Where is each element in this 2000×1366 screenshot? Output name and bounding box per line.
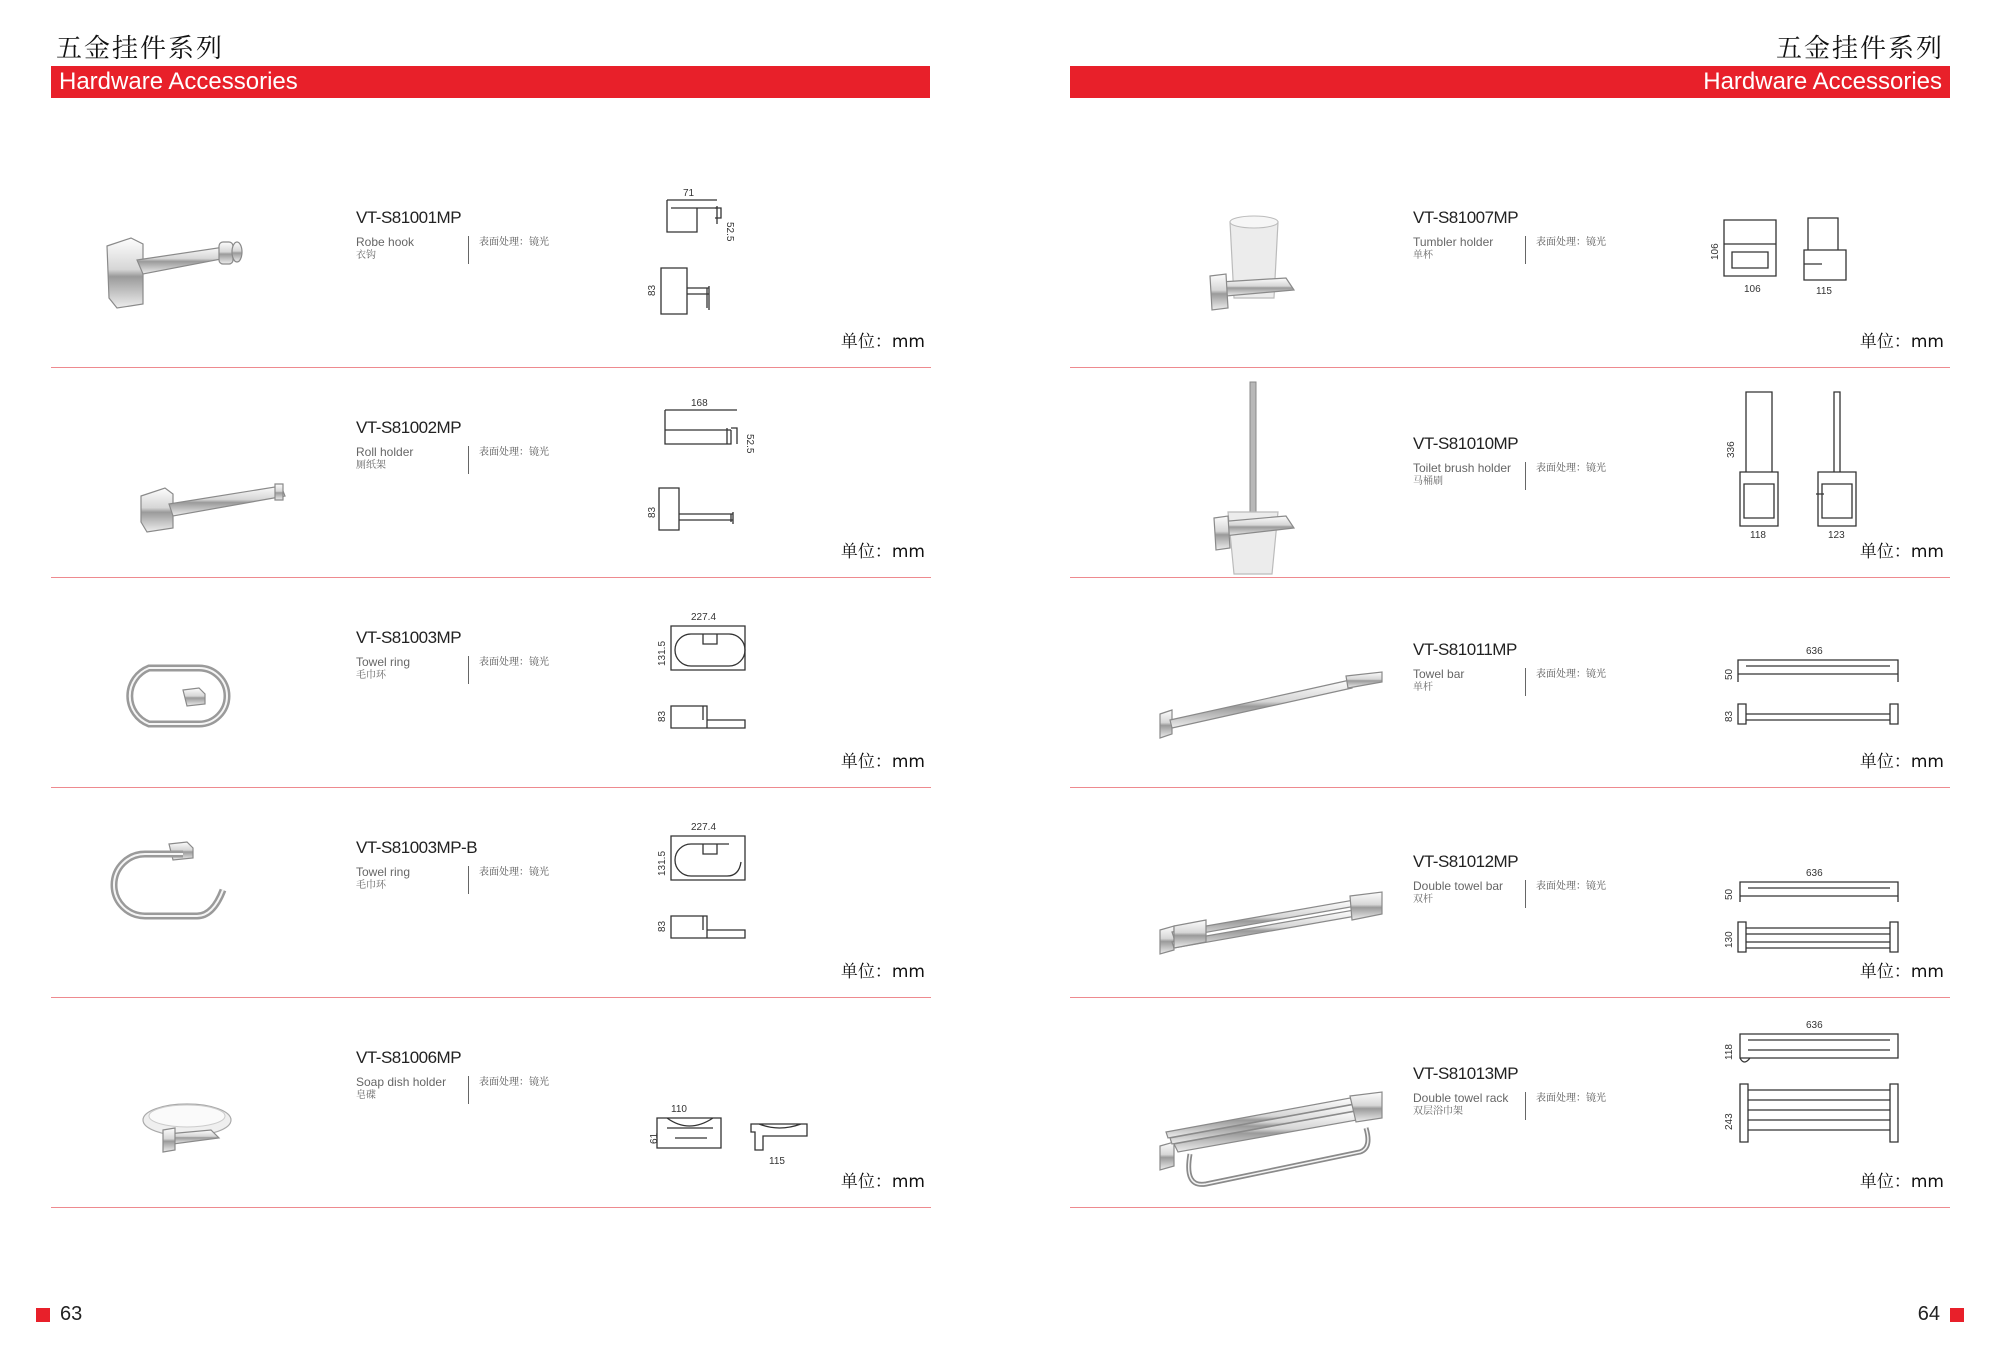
roll-holder-photo bbox=[91, 404, 271, 534]
finish-label: 表面处理：镜光 bbox=[1536, 463, 1606, 474]
dimension-drawing bbox=[651, 604, 851, 764]
toilet-brush-holder-photo bbox=[1110, 388, 1410, 558]
product-description bbox=[356, 656, 549, 684]
dim-width: 636 bbox=[1806, 646, 1823, 657]
dim-width: 636 bbox=[1806, 868, 1823, 879]
finish-label: 表面处理：镜光 bbox=[1536, 237, 1606, 248]
divider bbox=[1525, 236, 1526, 264]
model-number: VT-S81011MP bbox=[1413, 640, 1517, 659]
dim-height: 131.5 bbox=[657, 850, 668, 876]
dim-height: 61 bbox=[649, 1132, 660, 1144]
finish-label: 表面处理：镜光 bbox=[479, 867, 549, 878]
dim-depth: 123 bbox=[1828, 530, 1845, 541]
dim-height: 50 bbox=[1724, 668, 1735, 680]
dim-width: 168 bbox=[691, 398, 708, 409]
dimension-drawing bbox=[1710, 388, 1930, 548]
dimension-drawing bbox=[1710, 184, 1930, 344]
product-description bbox=[1413, 668, 1606, 696]
divider bbox=[1525, 1092, 1526, 1120]
dimension-drawing bbox=[1710, 604, 1930, 764]
product-name-cn: 皂碟 bbox=[356, 1090, 376, 1101]
product-name-en: Double towel bar bbox=[1413, 879, 1504, 893]
product-name-en: Soap dish holder bbox=[356, 1075, 447, 1089]
product-name-en: Toilet brush holder bbox=[1413, 461, 1512, 475]
dim-width: 71 bbox=[683, 188, 695, 199]
red-square-marker bbox=[1950, 1308, 1964, 1322]
page-number-text: 63 bbox=[60, 1303, 83, 1325]
product-name-en: Tumbler holder bbox=[1413, 235, 1494, 249]
dim-depth: 130 bbox=[1724, 931, 1735, 948]
unit-label: 单位：mm bbox=[1859, 542, 1944, 562]
divider bbox=[1525, 668, 1526, 696]
dim-height: 52.5 bbox=[724, 222, 735, 242]
product-row bbox=[1070, 788, 1950, 998]
model-number: VT-S81003MP bbox=[356, 628, 462, 647]
product-description bbox=[356, 236, 549, 264]
product-info bbox=[1413, 852, 1606, 908]
product-info bbox=[1413, 1064, 1606, 1120]
product-name-cn: 毛巾环 bbox=[356, 880, 386, 891]
divider bbox=[1525, 462, 1526, 490]
product-info bbox=[1413, 434, 1606, 490]
section-title-cn: 五金挂件系列 bbox=[1775, 34, 1944, 64]
product-info bbox=[356, 628, 549, 684]
product-info bbox=[356, 418, 549, 474]
unit-label: 单位：mm bbox=[1859, 332, 1944, 352]
product-name-cn: 单杯 bbox=[1413, 250, 1433, 261]
product-row bbox=[1070, 368, 1950, 578]
product-row bbox=[1070, 998, 1950, 1208]
product-name-cn: 单杆 bbox=[1413, 682, 1433, 693]
product-name-en: Double towel rack bbox=[1413, 1091, 1509, 1105]
product-name-en: Robe hook bbox=[356, 235, 415, 249]
dim-height: 106 bbox=[1710, 243, 1721, 260]
finish-label: 表面处理：镜光 bbox=[479, 657, 549, 668]
dim-depth: 83 bbox=[1724, 710, 1735, 722]
dim-height: 52.5 bbox=[744, 434, 755, 454]
product-name-en: Towel ring bbox=[356, 865, 411, 879]
product-name-cn: 双层浴巾架 bbox=[1413, 1106, 1463, 1117]
section-banner: Hardware Accessories bbox=[1070, 66, 1950, 98]
dim-depth: 83 bbox=[657, 920, 668, 932]
dim-width: 636 bbox=[1806, 1020, 1823, 1031]
product-description bbox=[1413, 880, 1606, 908]
unit-label: 单位：mm bbox=[840, 1172, 925, 1192]
model-number: VT-S81007MP bbox=[1413, 208, 1519, 227]
product-row bbox=[51, 368, 931, 578]
product-name-cn: 衣钩 bbox=[356, 250, 376, 261]
product-description bbox=[356, 866, 549, 894]
unit-label: 单位：mm bbox=[840, 542, 925, 562]
red-square-marker bbox=[36, 1308, 50, 1322]
unit-label: 单位：mm bbox=[1859, 752, 1944, 772]
dimension-drawing bbox=[1710, 1014, 1930, 1174]
unit-label: 单位：mm bbox=[1859, 962, 1944, 982]
model-number: VT-S81012MP bbox=[1413, 852, 1519, 871]
page-number bbox=[36, 1303, 82, 1326]
unit-label: 单位：mm bbox=[1859, 1172, 1944, 1192]
product-name-cn: 毛巾环 bbox=[356, 670, 386, 681]
right-page bbox=[1000, 0, 2000, 1366]
product-description bbox=[356, 1076, 549, 1104]
towel-ring-photo bbox=[91, 614, 271, 744]
page-number-text: 64 bbox=[1917, 1303, 1940, 1325]
product-info bbox=[356, 838, 549, 894]
model-number: VT-S81013MP bbox=[1413, 1064, 1519, 1083]
dim-height: 50 bbox=[1724, 888, 1735, 900]
finish-label: 表面处理：镜光 bbox=[479, 1077, 549, 1088]
dim-width: 110 bbox=[671, 1104, 687, 1115]
dim-width: 227.4 bbox=[691, 822, 717, 833]
row-divider bbox=[1070, 1207, 1950, 1208]
model-number: VT-S81002MP bbox=[356, 418, 462, 437]
towel-ring-open-photo bbox=[91, 824, 271, 954]
section-banner: Hardware Accessories bbox=[51, 66, 930, 98]
unit-label: 单位：mm bbox=[840, 752, 925, 772]
dim-depth: 83 bbox=[647, 506, 658, 518]
dim-depth: 115 bbox=[1816, 286, 1832, 297]
product-row bbox=[51, 998, 931, 1208]
dim-depth: 83 bbox=[647, 284, 658, 296]
finish-label: 表面处理：镜光 bbox=[1536, 881, 1606, 892]
product-name-en: Towel bar bbox=[1413, 667, 1465, 681]
row-divider bbox=[51, 1207, 931, 1208]
product-row bbox=[51, 788, 931, 998]
dim-depth: 83 bbox=[657, 710, 668, 722]
soap-dish-photo bbox=[91, 1034, 271, 1164]
dim-height: 118 bbox=[1724, 1044, 1735, 1060]
tumbler-holder-photo bbox=[1110, 178, 1410, 348]
double-towel-bar-photo bbox=[1110, 808, 1410, 978]
product-name-cn: 马桶刷 bbox=[1413, 476, 1443, 487]
dim-width: 106 bbox=[1744, 284, 1761, 295]
dimension-drawing bbox=[651, 814, 851, 974]
model-number: VT-S81010MP bbox=[1413, 434, 1519, 453]
product-name-cn: 厕纸架 bbox=[356, 460, 386, 471]
finish-label: 表面处理：镜光 bbox=[479, 447, 549, 458]
product-row bbox=[1070, 578, 1950, 788]
product-description bbox=[356, 446, 549, 474]
double-towel-rack-photo bbox=[1110, 1018, 1410, 1188]
product-description bbox=[1413, 462, 1606, 490]
dimension-drawing bbox=[647, 184, 851, 344]
finish-label: 表面处理：镜光 bbox=[1536, 1093, 1606, 1104]
unit-label: 单位：mm bbox=[840, 962, 925, 982]
product-info bbox=[1413, 208, 1606, 264]
model-number: VT-S81003MP-B bbox=[356, 838, 478, 857]
dim-depth: 115 bbox=[769, 1156, 785, 1167]
product-info bbox=[356, 1048, 549, 1104]
dim-height: 336 bbox=[1726, 441, 1737, 458]
product-description bbox=[1413, 236, 1606, 264]
dimension-drawing bbox=[647, 394, 851, 554]
towel-bar-photo bbox=[1110, 598, 1410, 768]
product-name-cn: 双杆 bbox=[1413, 894, 1433, 905]
section-title-cn: 五金挂件系列 bbox=[56, 34, 225, 64]
model-number: VT-S81001MP bbox=[356, 208, 462, 227]
robe-hook-photo bbox=[91, 194, 271, 324]
dim-depth: 243 bbox=[1724, 1113, 1735, 1130]
product-info bbox=[1413, 640, 1606, 696]
divider bbox=[468, 446, 469, 474]
model-number: VT-S81006MP bbox=[356, 1048, 462, 1067]
page-number bbox=[1918, 1303, 1964, 1326]
dimension-drawing bbox=[1710, 814, 1930, 974]
finish-label: 表面处理：镜光 bbox=[1536, 669, 1606, 680]
product-row bbox=[51, 158, 931, 368]
divider bbox=[468, 236, 469, 264]
divider bbox=[468, 656, 469, 684]
dim-width: 118 bbox=[1750, 530, 1766, 541]
unit-label: 单位：mm bbox=[840, 332, 925, 352]
product-name-en: Roll holder bbox=[356, 445, 414, 459]
dimension-drawing bbox=[651, 1024, 851, 1184]
divider bbox=[1525, 880, 1526, 908]
product-description bbox=[1413, 1092, 1606, 1120]
dim-height: 131.5 bbox=[657, 640, 668, 666]
divider bbox=[468, 1076, 469, 1104]
dim-width: 227.4 bbox=[691, 612, 717, 623]
divider bbox=[468, 866, 469, 894]
finish-label: 表面处理：镜光 bbox=[479, 237, 549, 248]
product-row bbox=[1070, 158, 1950, 368]
product-row bbox=[51, 578, 931, 788]
product-name-en: Towel ring bbox=[356, 655, 411, 669]
product-info bbox=[356, 208, 549, 264]
